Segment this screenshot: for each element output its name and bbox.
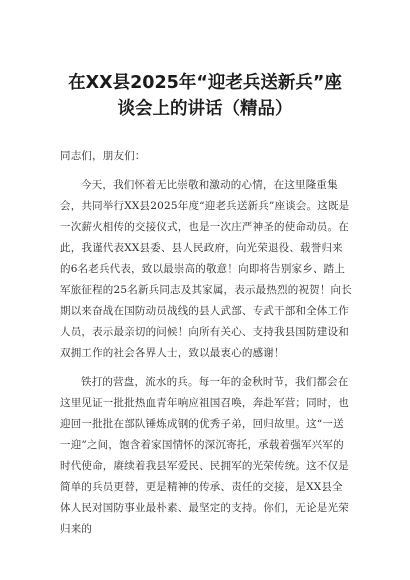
title-line-1: 在XX县2025年“迎老兵送新兵”座 <box>68 73 342 93</box>
title-line-2: 谈会上的讲话（精品） <box>117 99 293 119</box>
salutation: 同志们，朋友们： <box>60 150 146 162</box>
document-body <box>60 146 352 548</box>
document-title <box>48 70 362 122</box>
paragraph-1: 今天，我们怀着无比崇敬和激动的心情，在这里隆重集会，共同举行XX县2025年度“迎老兵送新兵”座谈会。这既是一次薪火相传的交接仪式，也是一次庄严神圣的使命动员。在此，我谨代表XX县委、县人民政府，向光荣退役、载誉归来的6名老兵代表，致以最崇高的敬意！向即将告别家乡、踏上军旅征程的25名新兵同志及其家属，表示最热烈的祝贺！向长期以来奋战在国防动员战线的县人武部、专武干部和全体工作人员，表示最亲切的问候！向所有关心、支持我县国防建设和双拥工作的社会各界人士，致以最衷心的感谢！ <box>60 179 352 359</box>
paragraph-2: 铁打的营盘，流水的兵。每一年的金秋时节，我们都会在这里见证一批批热血青年响应祖国召唤，奔赴军营；同时，也迎回一批批在部队锤炼成钢的优秀子弟，回归故里。这“一送一迎”之间，饱含着家国情怀的深沉寄托，承载着强军兴军的时代使命，赓续着我县军爱民、民拥军的光荣传统。这不仅是简单的兵员更替，更是精神的传承、责任的交接，是XX县全体人民对国防事业最朴素、最坚定的支持。你们，无论是光荣归来的 <box>60 376 349 535</box>
